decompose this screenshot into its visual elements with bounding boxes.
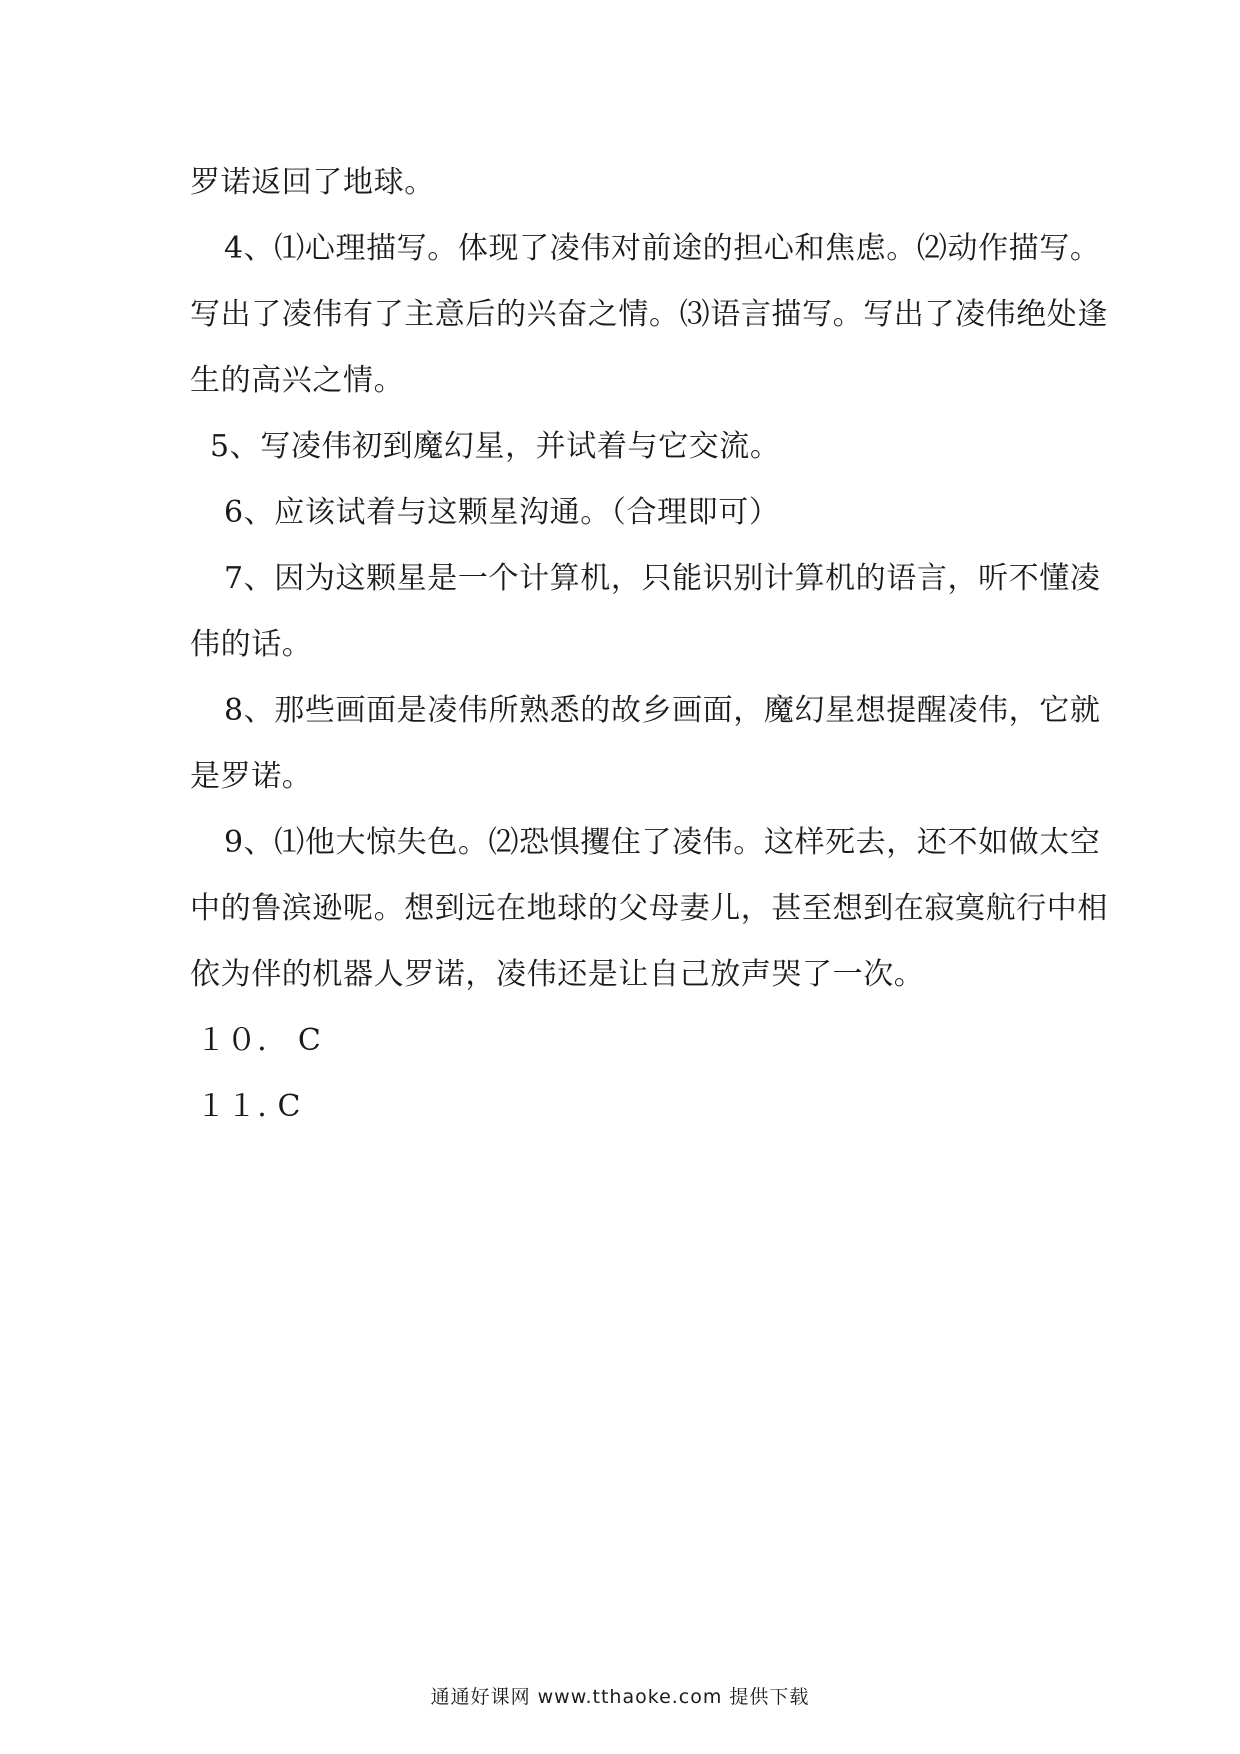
answer-item-11: １１. C [196, 1089, 302, 1124]
text-line: 依为伴的机器人罗诺，凌伟还是让自己放声哭了一次。 [190, 957, 925, 992]
answer-item-8: 8、那些画面是凌伟所熟悉的故乡画面，魔幻星想提醒凌伟，它就 [224, 693, 1101, 728]
page-footer: 通通好课网 www.tthaoke.com 提供下载 [430, 1686, 810, 1708]
text-line: 中的鲁滨逊呢。想到远在地球的父母妻儿，甚至想到在寂寞航行中相 [190, 891, 1108, 926]
answer-item-6: 6、应该试着与这颗星沟通。（合理即可） [224, 495, 780, 530]
text-line: 生的高兴之情。 [190, 363, 405, 398]
answer-item-9: 9、⑴他大惊失色。⑵恐惧攫住了凌伟。这样死去，还不如做太空 [224, 825, 1101, 860]
text-line: 是罗诺。 [190, 759, 313, 794]
answer-item-5: 5、写凌伟初到魔幻星，并试着与它交流。 [210, 429, 781, 464]
answer-text [190, 150, 1108, 1140]
answer-item-7: 7、因为这颗星是一个计算机，只能识别计算机的语言，听不懂凌 [224, 561, 1101, 596]
text-line: 罗诺返回了地球。 [190, 165, 435, 200]
answer-item-4: 4、⑴心理描写。体现了凌伟对前途的担心和焦虑。⑵动作描写。 [224, 231, 1101, 266]
text-line: 伟的话。 [190, 627, 313, 662]
text-line: 写出了凌伟有了主意后的兴奋之情。⑶语言描写。写出了凌伟绝处逢 [190, 297, 1108, 332]
answer-item-10: １０． C [196, 1023, 322, 1058]
